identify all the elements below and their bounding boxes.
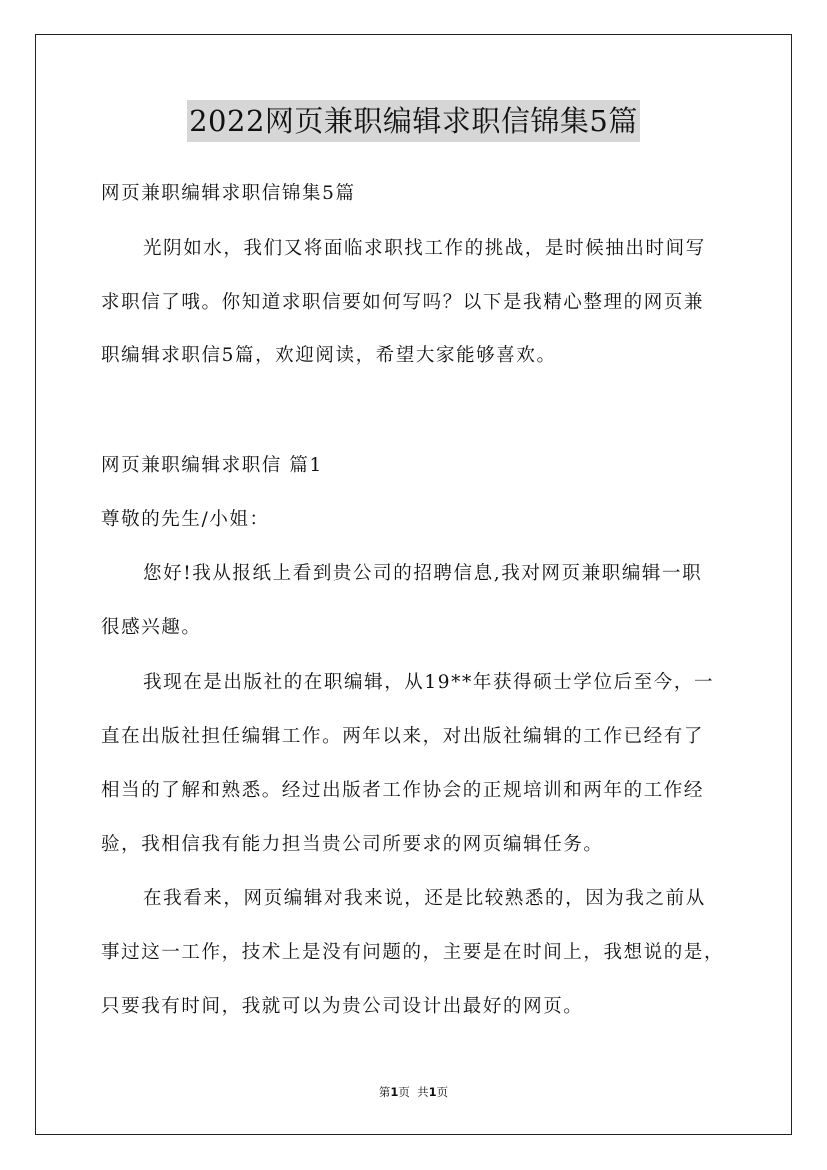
paragraph1-line-2: 很感兴趣。 <box>101 617 202 638</box>
footer-page-number: 1 <box>390 1085 399 1099</box>
page-footer <box>0 1084 827 1100</box>
footer-page-prefix: 第 <box>378 1085 391 1099</box>
paragraph2-line-4: 验，我相信我有能力担当贵公司所要求的网页编辑任务。 <box>101 834 604 855</box>
paragraph3-line-2: 事过这一工作，技术上是没有问题的，主要是在时间上，我想说的是， <box>101 942 725 963</box>
paragraph3-line-3: 只要我有时间，我就可以为贵公司设计出最好的网页。 <box>101 996 584 1017</box>
intro-line-2: 求职信了哦。你知道求职信要如何写吗？以下是我精心整理的网页兼 <box>101 292 705 313</box>
footer-total-suffix: 页 <box>436 1085 449 1099</box>
document-subtitle: 网页兼职编辑求职信锦集5篇 <box>101 183 356 204</box>
footer-page-suffix: 页 <box>398 1085 410 1099</box>
intro-line-1: 光阴如水，我们又将面临求职找工作的挑战，是时候抽出时间写 <box>143 238 706 259</box>
intro-line-3: 职编辑求职信5篇，欢迎阅读，希望大家能够喜欢。 <box>101 345 557 366</box>
document-title: 2022网页兼职编辑求职信锦集5篇 <box>187 100 640 142</box>
footer-total-number: 1 <box>428 1085 437 1099</box>
footer-total-prefix: 共 <box>417 1085 429 1099</box>
salutation: 尊敬的先生/小姐： <box>101 509 270 530</box>
paragraph2-line-1: 我现在是出版社的在职编辑，从19**年获得硕士学位后至今，一 <box>143 672 715 693</box>
section-heading: 网页兼职编辑求职信 篇1 <box>101 455 323 476</box>
paragraph2-line-3: 相当的了解和熟悉。经过出版者工作协会的正规培训和两年的工作经 <box>101 780 705 801</box>
paragraph2-line-2: 直在出版社担任编辑工作。两年以来，对出版社编辑的工作已经有了 <box>101 726 705 747</box>
paragraph3-line-1: 在我看来，网页编辑对我来说，还是比较熟悉的，因为我之前从 <box>143 888 706 909</box>
title-container <box>0 100 827 142</box>
paragraph1-line-1: 您好!我从报纸上看到贵公司的招聘信息,我对网页兼职编辑一职 <box>143 563 703 584</box>
